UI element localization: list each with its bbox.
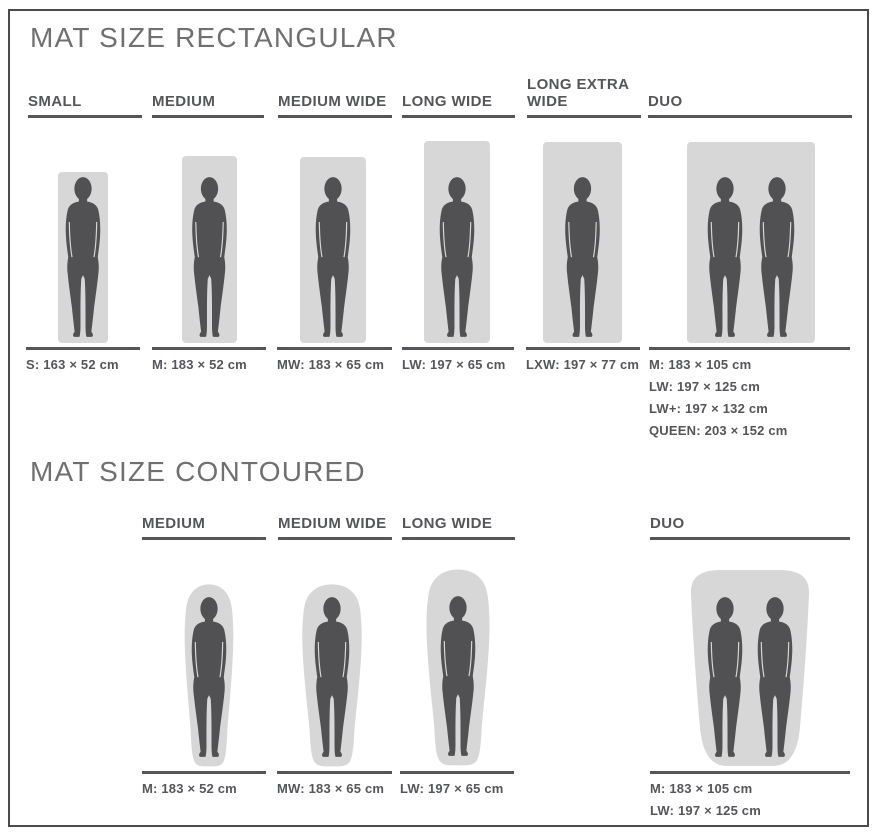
- mat-rectangular-medium: [182, 156, 237, 343]
- header-rect-small: SMALL: [28, 70, 142, 118]
- size-block-cont-medium: [142, 771, 266, 800]
- mat-rectangular-long-extra-wide: [543, 142, 622, 343]
- size-label: LW: 197 × 125 cm: [649, 379, 760, 394]
- size-label: M: 183 × 52 cm: [152, 357, 247, 372]
- mat-contoured-duo: [688, 569, 812, 767]
- size-label: M: 183 × 52 cm: [142, 781, 237, 796]
- header-rect-long-wide: LONG WIDE: [402, 70, 515, 118]
- mat-rectangular-medium-wide: [300, 157, 366, 343]
- size-block-rect-small: [26, 347, 140, 376]
- section-title-rectangular: MAT SIZE RECTANGULAR: [30, 22, 398, 53]
- size-label: LW: 197 × 125 cm: [650, 803, 761, 818]
- size-block-rect-medium-wide: [277, 347, 392, 376]
- size-label: LW+: 197 × 132 cm: [649, 401, 769, 416]
- mat-rectangular-small: [58, 172, 108, 343]
- size-block-cont-medium-wide: [277, 771, 392, 800]
- size-block-rect-medium: [152, 347, 266, 376]
- size-block-cont-long-wide: [400, 771, 514, 800]
- size-block-rect-duo: [649, 347, 850, 442]
- header-cont-medium: MEDIUM: [142, 492, 266, 540]
- header-rect-duo: DUO: [648, 70, 852, 118]
- size-block-rect-long-extra-wide: [526, 347, 640, 376]
- size-label: LW: 197 × 65 cm: [402, 357, 506, 372]
- header-rect-medium: MEDIUM: [152, 70, 264, 118]
- header-rect-medium-wide: MEDIUM WIDE: [278, 70, 392, 118]
- header-cont-duo: DUO: [650, 492, 850, 540]
- size-block-rect-long-wide: [402, 347, 514, 376]
- header-cont-long-wide: LONG WIDE: [402, 492, 515, 540]
- size-label: LXW: 197 × 77 cm: [526, 357, 640, 372]
- size-label: MW: 183 × 65 cm: [277, 357, 385, 372]
- size-label: MW: 183 × 65 cm: [277, 781, 385, 796]
- mat-contoured-long-wide: [423, 568, 493, 766]
- mat-rectangular-long-wide: [424, 141, 490, 343]
- size-label: S: 163 × 52 cm: [26, 357, 119, 372]
- size-block-cont-duo: [650, 771, 850, 822]
- mat-contoured-medium-wide: [299, 583, 365, 767]
- header-cont-medium-wide: MEDIUM WIDE: [278, 492, 392, 540]
- section-title-contoured: MAT SIZE CONTOURED: [30, 456, 366, 487]
- size-label: M: 183 × 105 cm: [649, 357, 752, 372]
- size-label: QUEEN: 203 × 152 cm: [649, 423, 788, 438]
- size-label: LW: 197 × 65 cm: [400, 781, 504, 796]
- size-label: M: 183 × 105 cm: [650, 781, 753, 796]
- header-rect-long-extra-wide: LONG EXTRA WIDE: [527, 70, 641, 118]
- mat-rectangular-duo: [687, 142, 815, 343]
- mat-contoured-medium: [182, 583, 236, 767]
